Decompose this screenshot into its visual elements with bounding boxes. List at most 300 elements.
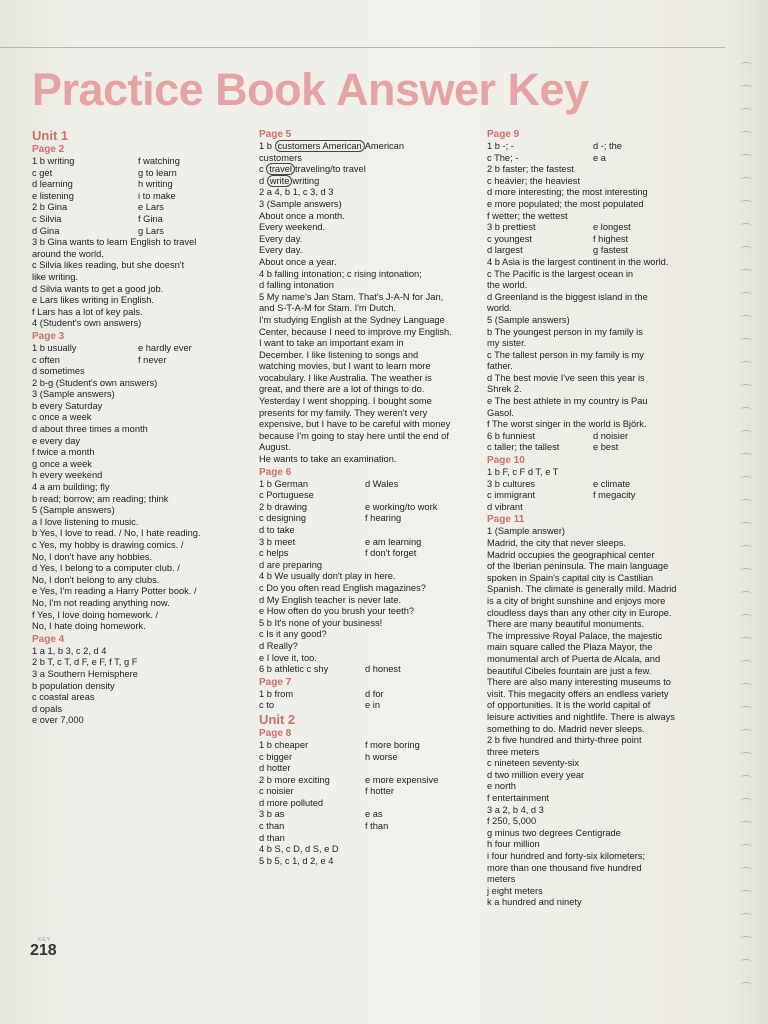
binder-hole-mark [740,798,752,804]
answer-line: 5 (Sample answers) [32,505,115,516]
answer-row [259,700,479,712]
answer-line: d The best movie I've seen this year is [487,372,645,383]
answer-line: December. I like listening to songs and [259,349,419,360]
binder-hole-mark [740,683,752,689]
answer-line: f twice a month [32,447,95,458]
binder-hole-mark [740,637,752,643]
answer-row [259,513,479,525]
answer-line: expensive, but I have to be careful with money [259,419,451,430]
answer-row [259,786,479,798]
answer-right: f highest [593,233,629,244]
answer-right: e more expensive [365,774,439,785]
binder-hole-mark [740,660,752,666]
binder-hole-mark [740,752,752,758]
answer-line: Every day. [259,245,303,256]
answer-left: 2 b Gina [32,202,68,213]
answer-left: c designing [259,513,307,524]
answer-left: 1 b German [259,478,309,489]
answer-right: f than [365,821,389,832]
answer-row [32,343,247,355]
answer-left: 1 b -; - [487,141,514,151]
answer-line: leisure activities and nightlife. There is always [487,711,675,722]
answer-line: 5 My name's Jan Stam. That's J-A-N for Jan, [259,291,444,302]
answer-line: world. [487,303,512,314]
page-heading: Page 4 [32,633,65,645]
answer-row [32,226,247,238]
answer-left: c taller; the tallest [487,442,560,453]
answer-line: Shrek 2. [487,384,522,395]
answer-line: 5 (Sample answers) [487,314,570,325]
answer-line: No, I don't belong to any clubs. [32,574,160,585]
answer-right: e hardly ever [138,342,192,353]
page-heading: Page 9 [487,129,520,140]
answer-line: e The best athlete in my country is Pau [487,396,648,407]
circled-word: travel [266,163,295,175]
answer-row [487,431,715,443]
page-heading: Page 8 [259,727,292,739]
answer-line-circled [259,141,479,153]
binder-hole-marks [728,52,758,1012]
answer-line: e more populated; the most populated [487,198,644,209]
binder-hole-mark [740,269,752,275]
answer-line: because I'm going to stay here until the end of [259,430,449,441]
answer-left: c bigger [259,751,293,762]
answer-line: d about three times a month [32,424,148,435]
answer-prefix: d [259,175,267,186]
answer-line: d Really? [259,640,298,651]
answer-left: d largest [487,245,523,256]
answer-right: e in [365,700,380,711]
answer-row [259,537,479,549]
answer-line: f wetter; the wettest [487,210,568,221]
answer-line: my sister. [487,338,527,349]
answer-line: presents for my family. They weren't very [259,407,428,418]
footer-tag: KEY [38,937,52,943]
circled-word: write [267,175,293,187]
answer-line: 3 b Gina wants to learn English to travel [32,237,197,248]
answer-line: like writing. [32,271,78,282]
answer-line: 4 (Student's own answers) [32,318,142,329]
answer-right: f don't forget [365,548,417,559]
binder-hole-mark [740,200,752,206]
answer-row [32,191,247,203]
answer-line: f The worst singer in the world is Björk. [487,419,647,430]
answer-line: c nineteen seventy-six [487,758,579,769]
answer-line: d are preparing [259,559,323,570]
answer-line: e Yes, I'm reading a Harry Potter book. / [32,586,197,597]
binder-hole-mark [740,545,752,551]
answer-line: around the world. [32,248,104,259]
answer-line: e every day [32,435,81,446]
answer-row [487,490,715,502]
answer-right: f hotter [365,786,394,797]
answer-line: 5 b 5, c 1, d 2, e 4 [259,855,334,866]
answer-left: c immigrant [487,490,536,501]
binder-hole-mark [740,108,752,114]
answer-line: 3 (Sample answers) [32,389,115,400]
answer-row [259,548,479,560]
answer-line: About once a year. [259,256,337,267]
answer-right: f more boring [365,739,420,750]
answer-line: spoken in Spain's capital city is Castilian [487,572,654,583]
answer-line: c Portuguese [259,490,314,501]
answer-row [487,141,715,153]
binder-hole-mark [740,361,752,367]
binder-hole-mark [740,890,752,896]
answer-line: f Yes, I love doing homework. / [32,609,159,620]
top-rule [0,47,725,48]
answer-line: d My English teacher is never late. [259,594,402,605]
binder-hole-mark [740,867,752,873]
answer-line: father. [487,361,513,372]
page-heading: Page 10 [487,455,525,467]
answer-line: d than [259,832,285,843]
binder-hole-mark [740,568,752,574]
answer-line: more than one thousand five hundred [487,862,642,873]
answer-line: of opportunities. It is the world capital of [487,700,651,711]
answer-right: f megacity [593,490,636,501]
answer-left: d learning [32,179,73,190]
answer-line: d to take [259,525,295,535]
answer-line: b population density [32,680,115,691]
answer-line: c coastal areas [32,692,95,703]
answer-line: h every weekend [32,470,103,481]
answer-line: watching movies, but I want to learn more [259,361,431,372]
answer-suffix: American [364,141,405,151]
answer-right: d honest [365,664,401,675]
answer-left: 1 b usually [32,342,77,353]
binder-hole-mark [740,614,752,620]
answer-line: d Yes, I belong to a computer club. / [32,563,180,574]
answer-line: 4 b S, c D, d S, e D [259,844,339,855]
answer-line-circled [259,164,479,176]
answer-line: the world. [487,280,528,291]
answer-line: e over 7,000 [32,715,84,726]
binder-hole-mark [740,246,752,252]
binder-hole-mark [740,407,752,413]
answer-line: vocabulary. I like Australia. The weather is [259,372,432,383]
answer-line: main square called the Plaza Mayor, the [487,642,653,653]
binder-hole-mark [740,913,752,919]
answer-line: c heavier; the heaviest [487,175,581,186]
answer-line: 4 b We usually don't play in here. [259,571,396,582]
answer-left: c than [259,821,285,832]
answer-left: c Silvia [32,213,62,224]
answer-left: 2 b drawing [259,501,308,512]
page-heading: Page 6 [259,466,292,478]
binder-hole-mark [740,591,752,597]
answer-prefix: 1 b [259,141,275,151]
answer-line: d Greenland is the biggest island in the [487,291,648,302]
answer-line: meters [487,874,516,885]
answer-line: 2 b five hundred and thirty-three point [487,735,642,746]
answer-right: g Lars [138,225,164,236]
answer-left: 2 b more exciting [259,774,330,785]
answer-line: d sometimes [32,366,85,377]
binder-hole-mark [740,959,752,965]
answer-line: Yesterday I went shopping. I bought some [259,396,432,407]
answer-right: d Wales [365,478,399,489]
answer-left: c youngest [487,233,532,244]
answer-line: d two million every year [487,769,585,780]
binder-hole-mark [740,499,752,505]
answer-line: e How often do you brush your teeth? [259,606,415,617]
binder-hole-mark [740,430,752,436]
binder-hole-mark [740,131,752,137]
answer-left: 3 b as [259,809,285,820]
unit-heading: Unit 2 [259,711,296,727]
answer-right: d noisier [593,430,629,441]
answer-line: 2 b faster; the fastest [487,164,574,175]
answer-right: h writing [138,179,173,190]
answer-line: f entertainment [487,793,550,804]
answer-row [32,355,247,367]
answer-line: There are also many interesting museums to [487,677,671,688]
answer-line: of the Iberian peninsula. The main language [487,561,669,572]
answer-line: three meters [487,746,540,757]
answer-line: Madrid occupies the geographical center [487,549,655,560]
answer-line: beautiful Cibeles fountain are just a few. [487,665,652,676]
answer-line: something to do. Madrid never sleeps. [487,723,645,734]
answer-line: I want to take an important exam in [259,338,404,349]
binder-hole-mark [740,476,752,482]
answer-line: 4 a am building; fly [32,482,110,493]
answer-prefix: c [259,164,267,175]
answer-left: c get [32,167,53,178]
page-heading: Page 3 [32,330,65,342]
answer-line: There are many beautiful monuments. [487,619,645,630]
answer-row [259,479,479,491]
answer-row [259,821,479,833]
binder-hole-mark [740,982,752,988]
answer-line: 3 (Sample answers) [259,198,342,209]
answer-row [32,168,247,180]
binder-hole-mark [740,729,752,735]
answer-line: d Silvia wants to get a good job. [32,283,164,294]
answer-right: e best [593,442,619,453]
answer-row [259,689,479,701]
answer-right: f never [138,354,167,365]
answer-right: f watching [138,156,180,166]
answer-row [487,222,715,234]
answer-line: b read; borrow; am reading; think [32,493,169,504]
answer-line: g minus two degrees Centigrade [487,827,621,838]
answer-line: No, I hate doing homework. [32,621,146,632]
answer-line: f 250, 5,000 [487,816,537,827]
answer-row [32,179,247,191]
answer-line: About once a month. [259,210,345,221]
binder-hole-mark [740,522,752,528]
answer-line: Spanish. The climate is generally mild. Madrid [487,584,677,595]
answer-line: d more polluted [259,797,324,808]
answer-line: c Silvia likes reading, but she doesn't [32,260,185,271]
answer-row [487,479,715,491]
page-heading: Page 2 [32,144,65,155]
page-heading: Page 11 [487,514,525,526]
answer-left: 1 b cheaper [259,739,309,750]
answer-left: c noisier [259,786,294,797]
answer-line: b Yes, I love to read. / No, I hate reading. [32,528,201,539]
answer-line: d opals [32,703,62,714]
answer-line: 1 a 1, b 3, c 2, d 4 [32,645,107,656]
answer-left: d Gina [32,225,60,236]
page-title: Practice Book Answer Key [32,64,589,115]
answer-right: i to make [138,190,176,201]
answer-line: c once a week [32,412,92,423]
answer-line: h four million [487,839,540,850]
circled-word: customers American [275,140,365,152]
page-number: 218 [30,942,57,959]
page-heading: Page 7 [259,676,292,688]
binder-hole-mark [740,844,752,850]
answer-line: Center, because I need to improve my English. [259,326,452,337]
answer-right: f hearing [365,513,402,524]
answer-left: 1 b from [259,688,294,699]
answer-row [259,740,479,752]
binder-hole-mark [740,154,752,160]
answer-line: c The Pacific is the largest ocean in [487,268,634,279]
answer-left: c helps [259,548,289,559]
answer-line: c The tallest person in my family is my [487,349,644,360]
answer-line: visit. This megacity offers an endless variety [487,688,669,699]
answer-line: He wants to take an examination. [259,454,397,465]
answer-right: d for [365,688,384,699]
answer-left: e listening [32,190,74,201]
binder-hole-mark [740,223,752,229]
answer-suffix: traveling/to travel [294,164,366,175]
answer-line: Every weekend. [259,222,326,233]
answer-row [259,664,479,676]
answer-left: c to [259,700,274,711]
answer-right: e longest [593,222,631,233]
answer-line: No, I don't have any hobbies. [32,551,153,562]
answer-line: c Yes, my hobby is drawing comics. / [32,540,184,550]
answer-line: d more interesting; the most interesting [487,187,648,198]
answer-row [487,442,715,454]
answer-row [487,234,715,246]
answer-line: d hotter [259,763,291,774]
answer-left: c often [32,354,60,365]
answer-line: cloudless days than any other city in Europe. [487,607,672,618]
answer-line: Madrid, the city that never sleeps. [487,538,627,548]
answer-line: d vibrant [487,501,523,512]
answer-left: 6 b athletic c shy [259,664,329,675]
answer-right: h worse [365,751,398,762]
binder-hole-mark [740,85,752,91]
answer-line: e north [487,781,516,792]
answer-row [32,214,247,226]
binder-hole-mark [740,384,752,390]
answer-right: e am learning [365,536,422,547]
answer-right: g to learn [138,167,177,178]
answer-row [487,153,715,165]
answer-line: I'm studying English at the Sydney Language [259,314,445,325]
answer-line: 3 a 2, b 4, d 3 [487,804,544,815]
answer-column-1 [32,128,247,727]
answer-line: 1 (Sample answer) [487,526,566,537]
answer-line: 2 a 4, b 1, c 3, d 3 [259,187,334,198]
answer-line: 2 b T, c T, d F, e F, f T, g F [32,657,138,668]
page-heading: Page 5 [259,129,292,140]
answer-line: e Lars likes writing in English. [32,295,154,306]
answer-line: The impressive Royal Palace, the majestic [487,630,663,641]
answer-row [259,775,479,787]
answer-left: 6 b funniest [487,430,536,441]
answer-line: monumental arch of Puerta de Alcala, and [487,653,661,664]
answer-line: 1 b F, c F d T, e T [487,467,559,478]
answer-line: 4 b falling intonation; c rising intonation; [259,268,422,279]
binder-hole-mark [740,62,752,68]
answer-left: 3 b meet [259,536,296,547]
answer-row [32,156,247,168]
answer-row [487,245,715,257]
answer-row [32,202,247,214]
answer-suffix: writing [292,175,320,186]
answer-left: 3 b cultures [487,478,536,489]
answer-line: 3 a Southern Hemisphere [32,668,138,679]
answer-right: g fastest [593,245,629,256]
answer-line: b every Saturday [32,400,103,411]
answer-line: No, I'm not reading anything now. [32,597,170,608]
answer-right: e climate [593,478,631,489]
binder-hole-mark [740,936,752,942]
binder-hole-mark [740,315,752,321]
answer-line: Every day. [259,233,303,244]
answer-line: e I love it, too. [259,652,317,663]
answer-line: a I love listening to music. [32,516,139,527]
answer-row [259,752,479,764]
answer-left: c The; - [487,152,519,163]
answer-right: e Lars [138,202,164,213]
answer-line: customers [259,152,302,163]
answer-right: f Gina [138,213,163,224]
answer-line-circled [259,176,479,188]
answer-line: Gasol. [487,407,514,418]
answer-left: 3 b prettiest [487,222,536,233]
answer-line: c Do you often read English magazines? [259,582,426,593]
answer-line: k a hundred and ninety [487,897,582,908]
binder-hole-mark [740,775,752,781]
answer-line: b The youngest person in my family is [487,326,643,337]
unit-heading: Unit 1 [32,128,69,143]
binder-hole-mark [740,292,752,298]
binder-hole-mark [740,177,752,183]
answer-line: j eight meters [487,885,543,896]
answer-line: c Is it any good? [259,629,327,640]
answer-line: great, and there are a lot of things to do. [259,384,425,395]
answer-column-3 [487,128,715,909]
answer-line: 5 b It's none of your business! [259,617,383,628]
answer-line: and S-T-A-M for Stam. I'm Dutch. [259,303,397,314]
answer-right: e as [365,809,383,820]
answer-right: e a [593,152,606,163]
answer-line: 4 b Asia is the largest continent in the world. [487,256,669,267]
binder-hole-mark [740,338,752,344]
answer-line: d falling intonation [259,280,334,291]
answer-line: is a city of bright sunshine and enjoys more [487,595,666,606]
answer-left: 1 b writing [32,156,75,166]
answer-line: g once a week [32,458,92,469]
binder-hole-mark [740,453,752,459]
answer-row [259,502,479,514]
answer-line: 2 b-g (Student's own answers) [32,377,158,388]
answer-row [259,809,479,821]
answer-line: f Lars has a lot of key pals. [32,306,143,317]
binder-hole-mark [740,821,752,827]
answer-right: d -; the [593,141,622,151]
answer-right: e working/to work [365,501,438,512]
answer-line: i four hundred and forty-six kilometers; [487,851,646,862]
